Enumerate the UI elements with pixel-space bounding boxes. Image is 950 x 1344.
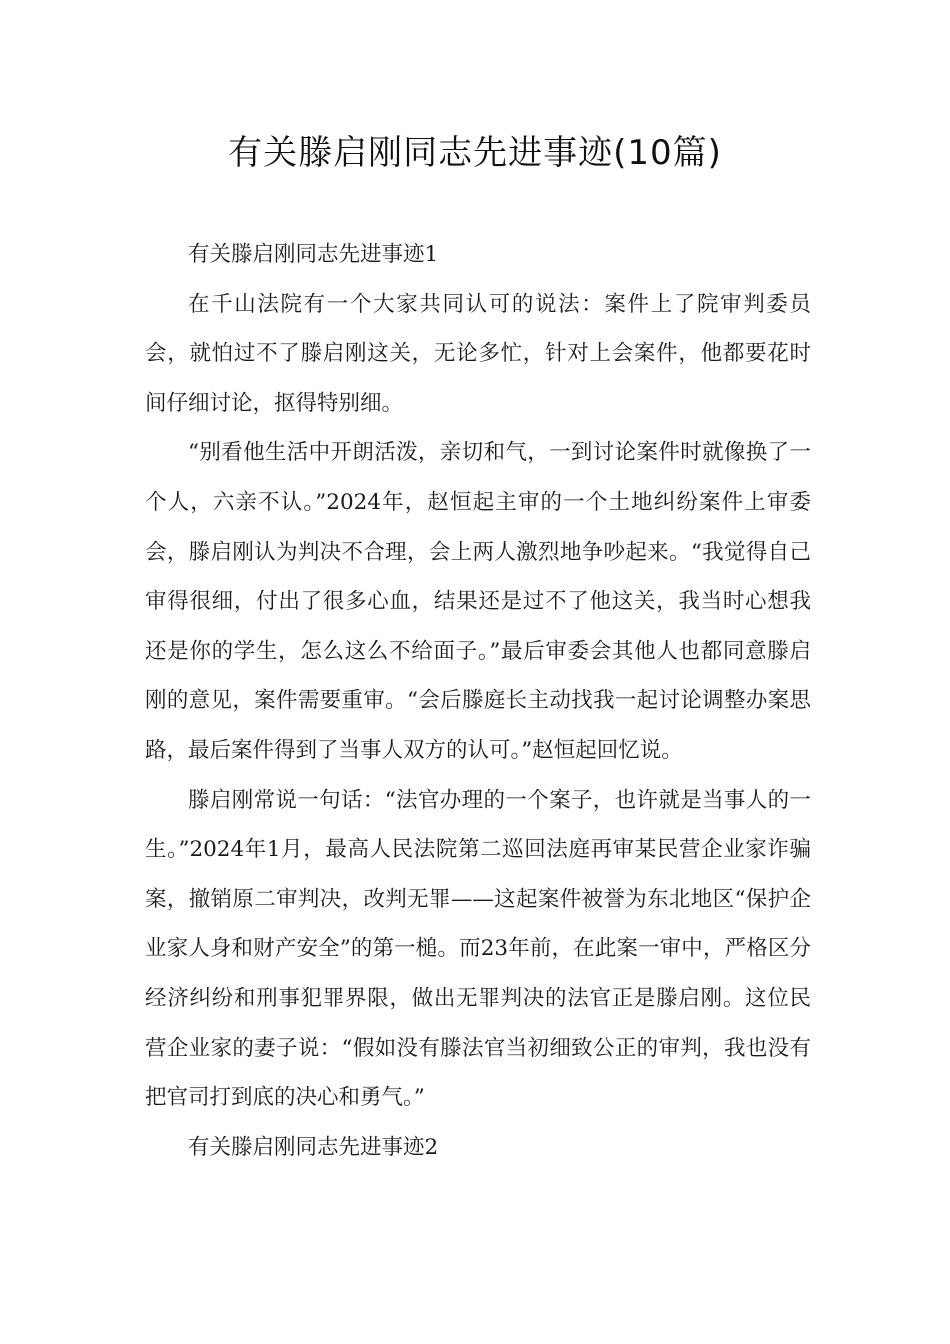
paragraph-1: 在千山法院有一个大家共同认可的说法：案件上了院审判委员会，就怕过不了滕启刚这关，无论多忙，针对上会案件，他都要花时间仔细讨论，抠得特别细。 <box>145 291 811 416</box>
document-body <box>145 230 811 1172</box>
section-heading-1: 有关滕启刚同志先进事迹1 <box>188 242 439 267</box>
section-heading-2: 有关滕启刚同志先进事迹2 <box>188 1134 439 1160</box>
paragraph-3: 滕启刚常说一句话：“法官办理的一个案子，也许就是当事人的一生。”2024年1月，最高人民法院第二巡回法庭再审某民营企业家诈骗案，撤销原二审判决，改判无罪——这起案件被誉为东北地区“保护企业家人身和财产安全”的第一槌。而23年前，在此案一审中，严格区分经济纠纷和刑事犯罪界限，做出无罪判决的法官正是滕启刚。这位民营企业家的妻子说：“假如没有滕法官当初细致公正的审判，我也没有把官司打到底的决心和勇气。” <box>145 787 811 1111</box>
paragraph-2: “别看他生活中开朗活泼，亲切和气，一到讨论案件时就像换了一个人，六亲不认。”2024年，赵恒起主审的一个土地纠纷案件上审委会，滕启刚认为判决不合理，会上两人激烈地争吵起来。“我觉得自己审得很细，付出了很多心血，结果还是过不了他这关，我当时心想我还是你的学生，怎么这么不给面子。”最后审委会其他人也都同意滕启刚的意见，案件需要重审。“会后滕庭长主动找我一起讨论调整办案思路，最后案件得到了当事人双方的认可。”赵恒起回忆说。 <box>145 440 811 763</box>
document-title: 有关滕启刚同志先进事迹(10篇) <box>228 133 722 173</box>
